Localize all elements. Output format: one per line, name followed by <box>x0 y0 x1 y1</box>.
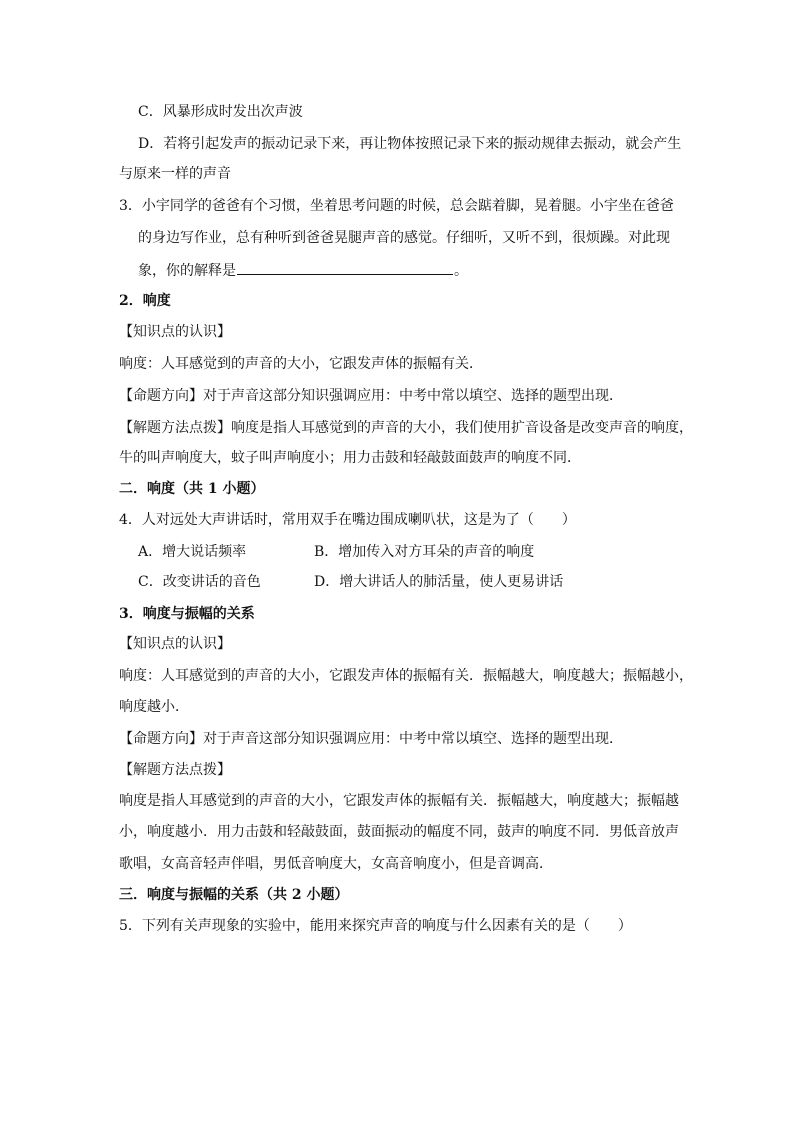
section-3-method-line-1: 响度是指人耳感觉到的声音的大小，它跟发声体的振幅有关．振幅越大，响度越大；振幅越 <box>119 793 679 809</box>
section-3-method-line-3: 歌唱，女高音轻声伴唱，男低音响度大，女高音响度小，但是音调高． <box>119 856 553 872</box>
question-5: 5．下列有关声现象的实验中，能用来探究声音的响度与什么因素有关的是（ ） <box>119 918 632 934</box>
question-4-option-d: D．增大讲话人的肺活量，使人更易讲话 <box>314 574 564 590</box>
section-2-direction: 【命题方向】对于声音这部分知识强调应用：中考中常以填空、选择的题型出现． <box>119 388 623 404</box>
section-2-method-line-1: 【解题方法点拨】响度是指人耳感觉到的声音的大小，我们使用扩音设备是改变声音的响度， <box>119 420 693 436</box>
section-2-method-line-2: 牛的叫声响度大，蚊子叫声响度小；用力击鼓和轻敲鼓面鼓声的响度不同． <box>119 450 581 466</box>
section-3-method-line-2: 小，响度越小．用力击鼓和轻敲鼓面，鼓面振动的幅度不同，鼓声的响度不同．男低音放声 <box>119 824 679 840</box>
section-3-knowledge-title: 【知识点的认识】 <box>119 636 231 652</box>
question-3-prompt: 象，你的解释是 <box>138 263 236 279</box>
option-d-line-2: 与原来一样的声音 <box>119 166 231 182</box>
question-4-option-b: B．增加传入对方耳朵的声音的响度 <box>314 544 535 560</box>
section-2-knowledge-text: 响度：人耳感觉到的声音的大小，它跟发声体的振幅有关． <box>119 356 483 372</box>
section-3-heading: 3．响度与振幅的关系 <box>119 606 255 622</box>
section-3-method-title: 【解题方法点拨】 <box>119 762 231 778</box>
question-3-line-3 <box>138 260 468 281</box>
section-3-knowledge-line-2: 响度越小． <box>119 699 189 715</box>
part-3-heading: 三．响度与振幅的关系（共 2 小题） <box>119 887 349 903</box>
option-d-line-1: D．若将引起发声的振动记录下来，再让物体按照记录下来的振动规律去振动，就会产生 <box>138 136 682 152</box>
part-2-heading: 二．响度（共 1 小题） <box>119 481 265 497</box>
question-4-option-a: A．增大说话频率 <box>138 544 247 560</box>
question-4-option-c: C．改变讲话的音色 <box>138 574 261 590</box>
section-3-knowledge-line-1: 响度：人耳感觉到的声音的大小，它跟发声体的振幅有关．振幅越大，响度越大；振幅越小， <box>119 668 693 684</box>
question-4: 4．人对远处大声讲话时，常用双手在嘴边围成喇叭状，这是为了（ ） <box>119 512 576 528</box>
question-3-end: 。 <box>454 263 468 279</box>
option-c: C．风暴形成时发出次声波 <box>138 104 303 120</box>
answer-blank <box>237 260 453 275</box>
question-3-line-2: 的身边写作业，总有种听到爸爸晃腿声音的感觉。仔细听，又听不到，很烦躁。对此现 <box>138 230 670 246</box>
section-2-knowledge-title: 【知识点的认识】 <box>119 324 231 340</box>
section-2-heading: 2．响度 <box>119 293 171 309</box>
question-3-line-1: 3．小宇同学的爸爸有个习惯，坐着思考问题的时候，总会踮着脚，晃着腿。小宇坐在爸爸 <box>119 198 674 214</box>
section-3-direction: 【命题方向】对于声音这部分知识强调应用：中考中常以填空、选择的题型出现． <box>119 731 623 747</box>
